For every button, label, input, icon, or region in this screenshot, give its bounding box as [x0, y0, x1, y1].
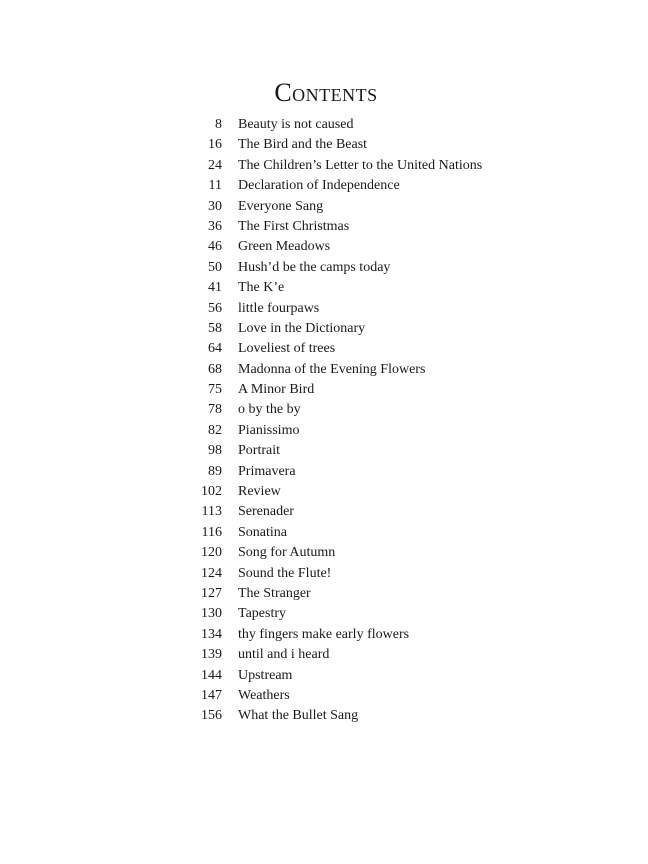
toc-entry-title: Review	[238, 484, 281, 500]
toc-entry	[180, 645, 540, 665]
toc-page-number: 78	[208, 402, 222, 418]
toc-entry-title: The First Christmas	[238, 218, 350, 234]
toc-entry	[180, 706, 540, 726]
toc-entry-title: The Bird and the Beast	[238, 137, 368, 153]
toc-entry	[180, 258, 540, 278]
toc-page-number: 139	[201, 647, 222, 663]
toc-entry	[180, 625, 540, 645]
toc-entry	[180, 666, 540, 686]
toc-entry	[180, 502, 540, 522]
toc-page-number: 8	[215, 117, 222, 132]
toc-entry-title: Beauty is not caused	[238, 117, 354, 132]
toc-entry-title: Song for Autumn	[238, 545, 336, 561]
toc-entry-title: Declaration of Independence	[238, 178, 400, 194]
table-of-contents	[180, 115, 540, 727]
toc-page-number: 134	[201, 626, 222, 642]
toc-entry	[180, 319, 540, 339]
toc-page-number: 24	[208, 157, 222, 173]
toc-page-number: 36	[208, 218, 222, 234]
toc-entry	[180, 584, 540, 604]
toc-page-number: 98	[208, 443, 222, 459]
toc-entry	[180, 604, 540, 624]
toc-entry	[180, 339, 540, 359]
toc-entry	[180, 462, 540, 482]
toc-page-number: 82	[208, 422, 222, 438]
toc-entry	[180, 441, 540, 461]
toc-page-number: 30	[208, 198, 222, 214]
toc-entry-title: Loveliest of trees	[238, 341, 336, 357]
toc-page-number: 116	[201, 524, 222, 540]
toc-page-number: 156	[201, 708, 222, 724]
toc-entry	[180, 564, 540, 584]
toc-entry	[180, 237, 540, 257]
toc-entry-title: A Minor Bird	[238, 382, 315, 398]
toc-entry-title: Madonna of the Evening Flowers	[238, 361, 426, 377]
toc-page-number: 102	[201, 484, 222, 500]
toc-entry-title: Tapestry	[238, 606, 287, 622]
toc-entry	[180, 686, 540, 706]
toc-entry	[180, 360, 540, 380]
toc-page-number: 144	[201, 667, 222, 683]
toc-entry-title: Serenader	[238, 504, 294, 520]
toc-entry	[180, 380, 540, 400]
toc-page-number: 130	[201, 606, 222, 622]
toc-entry-title: Everyone Sang	[238, 198, 324, 214]
toc-entry	[180, 135, 540, 155]
toc-entry-title: Upstream	[238, 667, 293, 683]
toc-entry	[180, 523, 540, 543]
toc-page-number: 120	[201, 545, 222, 561]
toc-entry	[180, 543, 540, 563]
toc-entry-title: Love in the Dictionary	[238, 320, 366, 336]
toc-entry-title: Primavera	[238, 463, 296, 479]
toc-entry-title: What the Bullet Sang	[238, 708, 359, 724]
toc-page-number: 50	[208, 259, 222, 275]
toc-entry	[180, 197, 540, 217]
toc-entry-title: The K’e	[238, 280, 285, 296]
toc-page-number: 89	[208, 463, 222, 479]
toc-entry-title: Sound the Flute!	[238, 565, 332, 581]
toc-entry	[180, 400, 540, 420]
page-title: Contents	[274, 78, 378, 107]
toc-page-number: 147	[201, 687, 222, 703]
toc-page-number: 127	[201, 585, 222, 601]
toc-entry	[180, 299, 540, 319]
toc-entry-title: Portrait	[238, 443, 280, 459]
toc-entry	[180, 176, 540, 196]
toc-entry-title: Pianissimo	[238, 422, 300, 438]
toc-entry	[180, 156, 540, 176]
toc-entry-title: The Stranger	[238, 585, 311, 601]
toc-entry	[180, 278, 540, 298]
toc-entry-title: until and i heard	[238, 647, 330, 663]
toc-page-number: 68	[208, 361, 222, 377]
toc-page-number: 16	[208, 137, 222, 153]
toc-entry	[180, 217, 540, 237]
toc-page-number: 75	[208, 382, 222, 398]
toc-entry-title: little fourpaws	[238, 300, 320, 316]
toc-entry-title: Weathers	[238, 687, 290, 703]
toc-entry-title: The Children’s Letter to the United Nations	[238, 157, 483, 173]
toc-entry-title: Sonatina	[238, 524, 287, 540]
toc-page-number: 64	[208, 341, 222, 357]
toc-entry-title: Green Meadows	[238, 239, 331, 255]
toc-page-number: 11	[208, 178, 222, 194]
toc-page-number: 41	[208, 280, 222, 296]
toc-entry	[180, 482, 540, 502]
toc-page-number: 46	[208, 239, 222, 255]
toc-entry-title: Hush’d be the camps today	[238, 259, 391, 275]
toc-entry	[180, 421, 540, 441]
toc-page-number: 113	[201, 504, 222, 520]
toc-entry-title: o by the by	[238, 402, 301, 418]
toc-page-number: 58	[208, 320, 222, 336]
toc-entry	[180, 115, 540, 135]
toc-entry-title: thy fingers make early flowers	[238, 626, 410, 642]
toc-page-number: 124	[201, 565, 222, 581]
toc-page-number: 56	[208, 300, 222, 316]
